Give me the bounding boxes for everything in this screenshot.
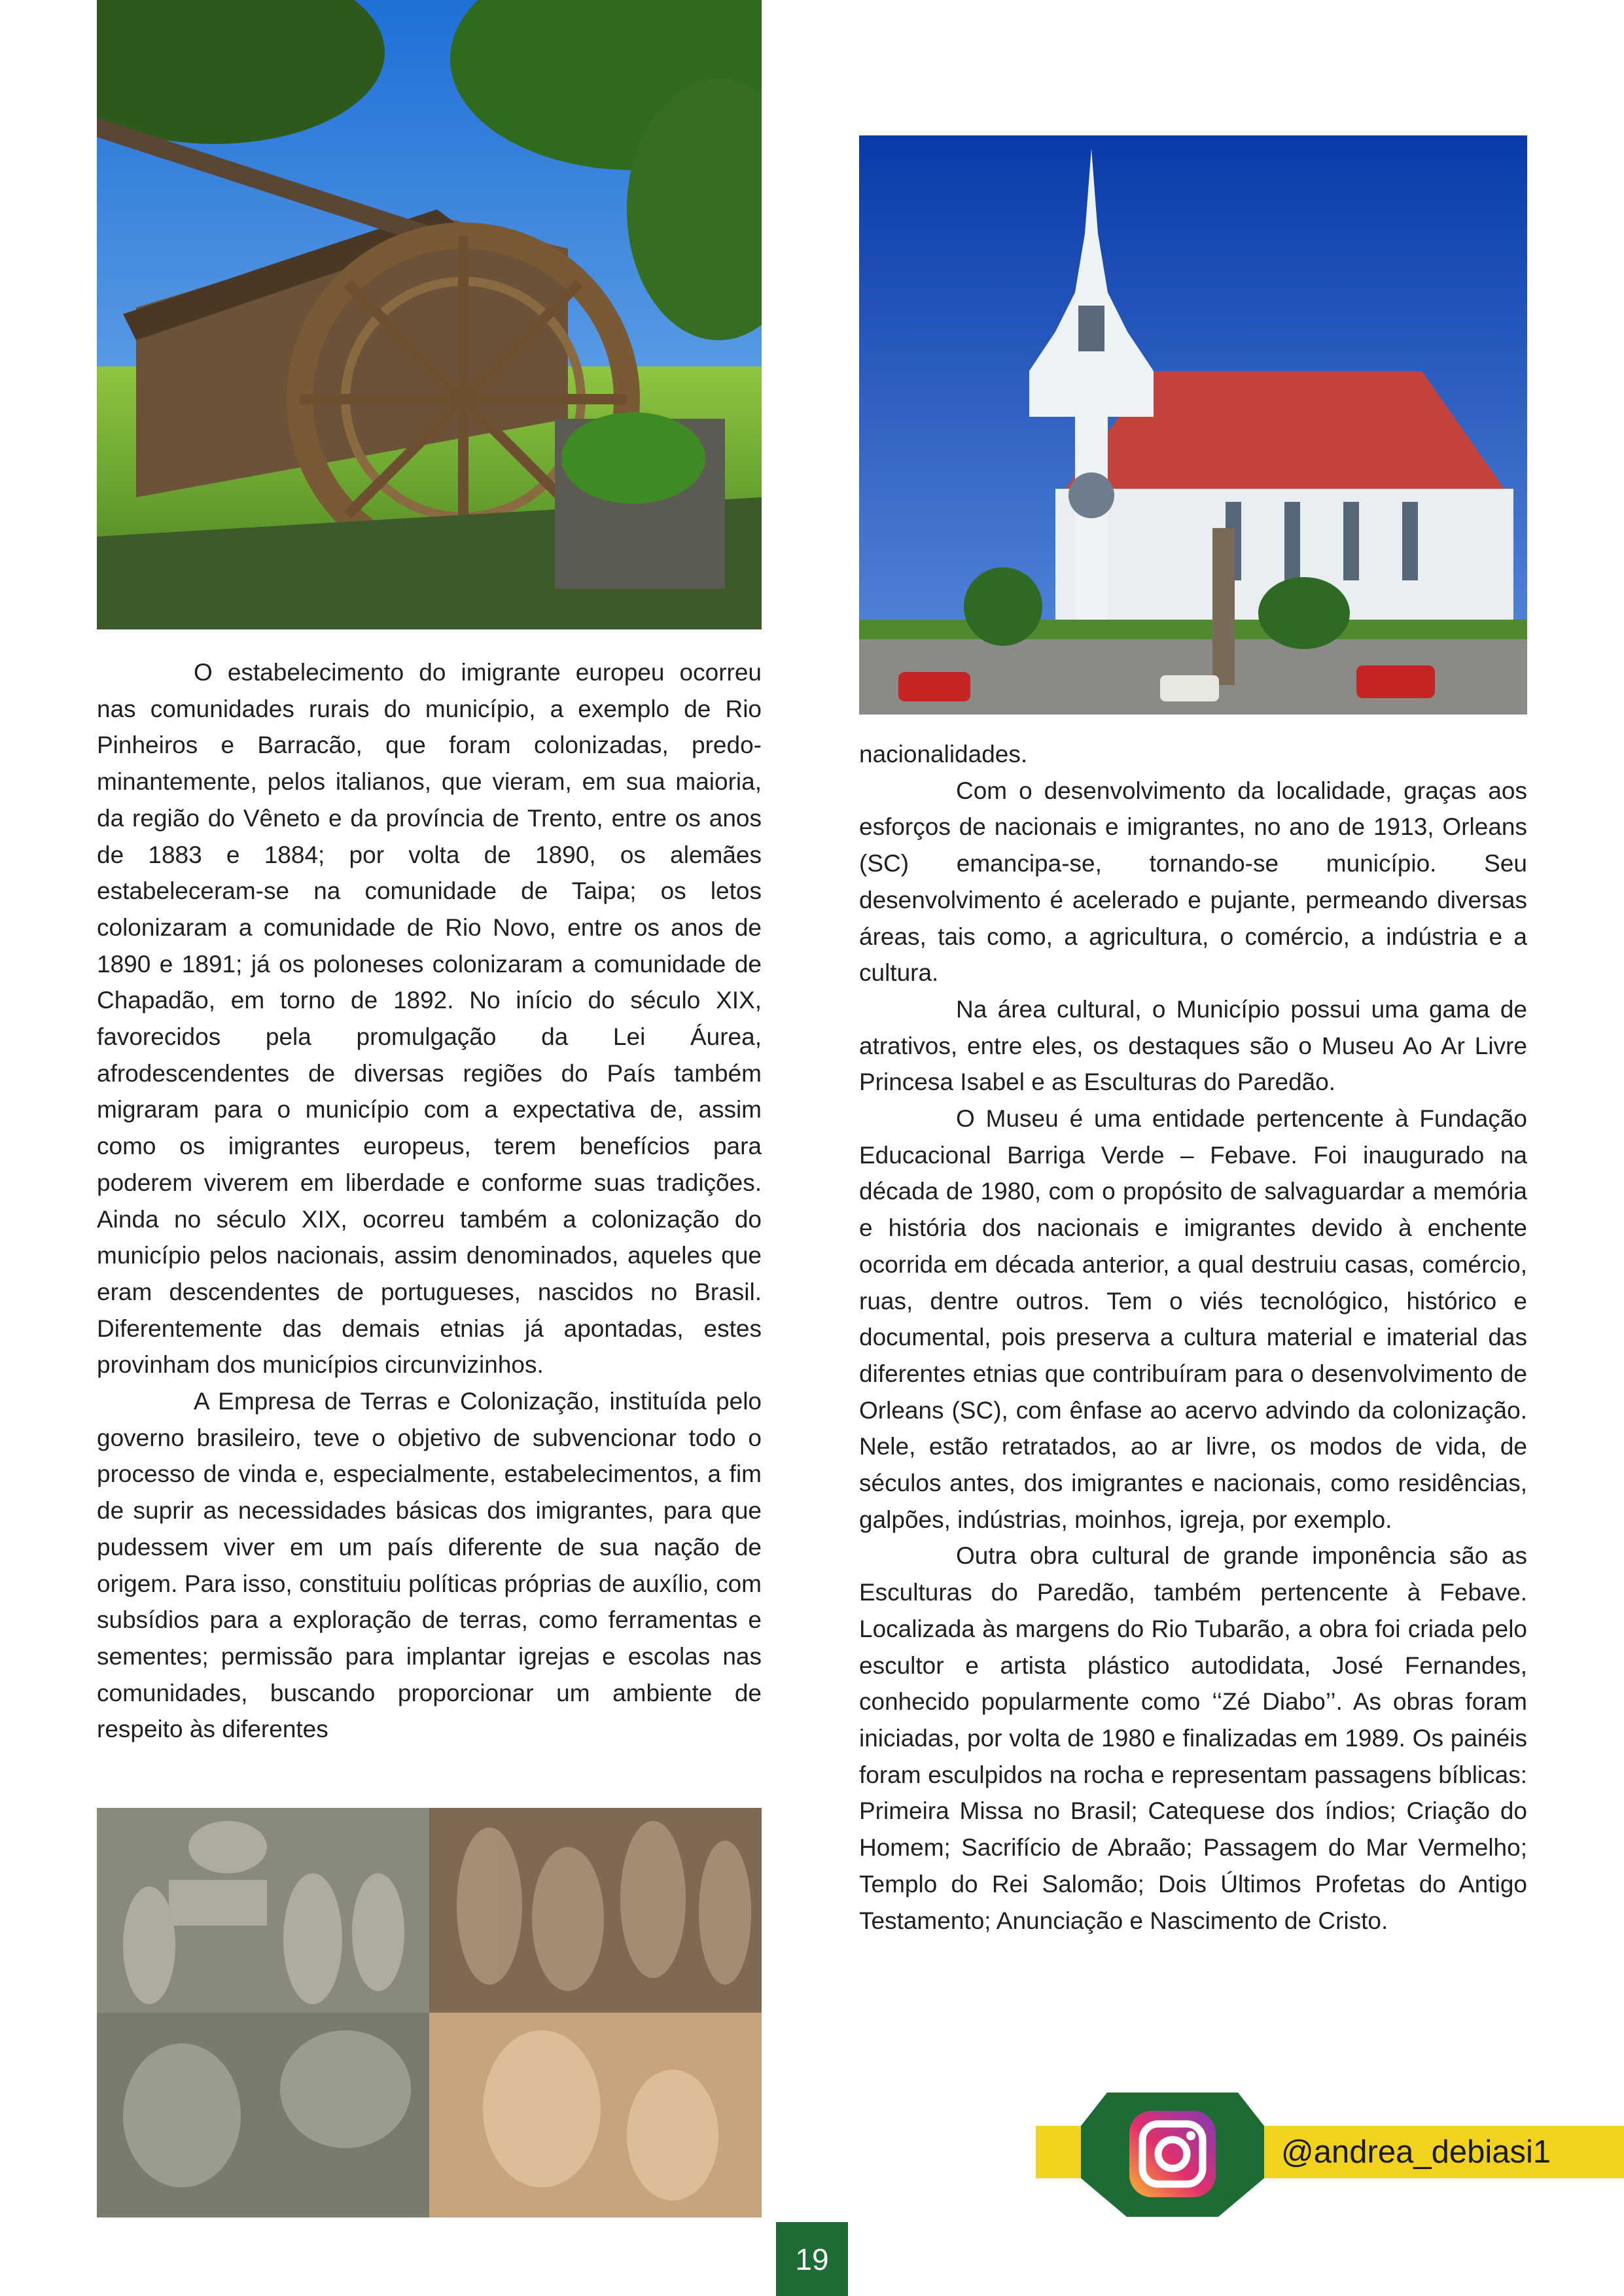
left-text-column bbox=[97, 654, 762, 1748]
social-handle[interactable]: @andrea_debiasi1 bbox=[1281, 2134, 1551, 2170]
instagram-icon bbox=[1129, 2111, 1216, 2197]
paragraph-immigrants: O estabelecimento do imigrante europeu ocorreu nas comunidades rurais do município, a exemplo de Rio Pinheiros e Barracão, que foram colonizadas, predominantemente, pelos italianos, que vieram, em sua maioria, da região do Vêneto e da província de Trento, entre os anos de 1883 e 1884; por volta de 1890, os alemães estabeleceram-se na comunidade de Taipa; os letos colonizaram a comunidade de Rio Novo, entre os anos de 1890 e 1891; já os poloneses colonizaram a comunidade de Chapadão, em torno de 1892. No início do século XIX, favorecidos pela promulgação da Lei Áurea, afrodescendentes de diversas regiões do País também migraram para o município com a expectativa de, assim como os imigrantes europeus, terem benefícios para poderem viverem em liberdade e conforme suas tradições. Ainda no século XIX, ocorreu também a colonização do município pelos nacionais, assim denominados, aqueles que eram descendentes de portugueses, nascidos no Brasil. Diferentemente das demais etnias já apontadas, estes provinham dos municípios circunvizinhos. bbox=[97, 659, 762, 1379]
sculptures-collage bbox=[97, 1808, 762, 2217]
church-photo bbox=[859, 135, 1527, 715]
paragraph-continuation: nacionalidades. bbox=[859, 741, 1028, 768]
water-mill-photo bbox=[97, 0, 762, 629]
right-text-column bbox=[859, 736, 1527, 1939]
paragraph-colonization-company: A Empresa de Terras e Colonização, instituída pelo governo brasileiro, teve o objetivo de subvencionar todo o processo de vinda e, especialmente, estabelecimentos, a fim de suprir as necessidades básicas dos imigrantes, para que pudessem viver em um país diferente de sua nação de origem. Para isso, constituiu políticas próprias de auxílio, com subsídios para a exploração de terras, como ferramentas e sementes; permissão para implantar igrejas e escolas nas comunidades, buscando proporcionar um ambiente de respeito às diferentes bbox=[97, 1388, 762, 1743]
paragraph-sculptures: Outra obra cultural de grande imponência são as Esculturas do Paredão, também pertencente à Febave. Localizada às margens do Rio Tubarão, a obra foi criada pelo escultor e artista plástico autodidata, José Fernandes, conhecido popularmente como ‘‘Zé Diabo’’. As obras foram iniciadas, por volta de 1980 e finalizadas em 1989. Os painéis foram esculpidos na rocha e representam passagens bíblicas: Primeira Missa no Brasil; Catequese dos índios; Criação do Homem; Sacrifício de Abraão; Passagem do Mar Vermelho; Templo do Rei Salomão; Dois Últimos Profetas do Antigo Testamento; Anunciação e Nascimento de Cristo. bbox=[859, 1542, 1527, 1934]
page-number: 19 bbox=[776, 2222, 848, 2296]
paragraph-museum: O Museu é uma entidade pertencente à Fundação Educacional Barriga Verde – Febave. Foi inaugurado na década de 1980, com o propósito de salvaguardar a memória e história dos nacionais e imigrantes devido à enchente ocorrida em década anterior, a qual destruiu casas, comércio, ruas, dentre outros. Tem o viés tecnológico, histórico e documental, pois preserva a cultura material e imaterial das diferentes etnias que contribuíram para o desenvolvimento de Orleans (SC), com ênfase ao acervo advindo da colonização. Nele, estão retratados, ao ar livre, os modos de vida, de séculos antes, dos imigrantes e nacionais, como residências, galpões, indústrias, moinhos, igreja, por exemplo. bbox=[859, 1105, 1527, 1533]
instagram-badge[interactable] bbox=[1081, 2093, 1264, 2217]
paragraph-development: Com o desenvolvimento da localidade, graças aos esforços de nacionais e imigrantes, no ano de 1913, Orleans (SC) emancipa-se, tornando-se município. Seu desenvolvimento é acelerado e pujante, permeando diversas áreas, tais como, a agricultura, o comércio, a indústria e a cultura. bbox=[859, 777, 1527, 987]
paragraph-culture: Na área cultural, o Município possui uma gama de atrativos, entre eles, os destaques são o Museu Ao Ar Livre Princesa Isabel e as Esculturas do Paredão. bbox=[859, 995, 1527, 1096]
